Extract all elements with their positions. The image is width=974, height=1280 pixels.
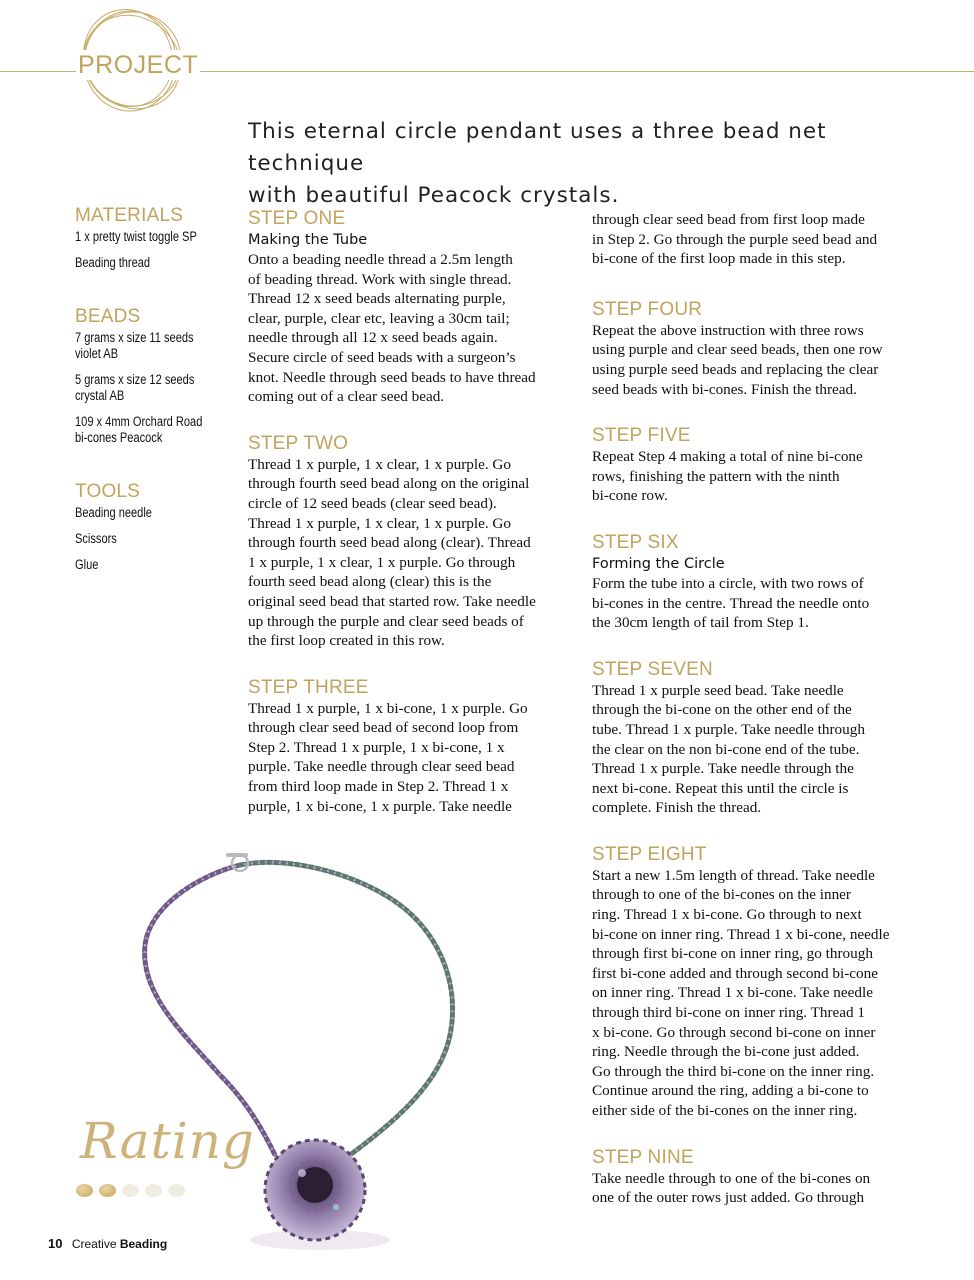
- step-heading: STEP NINE: [592, 1146, 694, 1168]
- beads-item: 5 grams x size 12 seeds crystal AB: [75, 372, 195, 403]
- step-heading: STEP EIGHT: [592, 843, 707, 865]
- instructions-column-right: [592, 210, 914, 1234]
- page-footer: [48, 1236, 167, 1251]
- step-eight: [592, 844, 914, 1121]
- page-number: 10: [48, 1236, 63, 1251]
- step-body: Thread 1 x purple, 1 x clear, 1 x purple. Go through fourth seed bead along on the original circle of 12 seed beads (clear seed bead). Thread 1 x purple, 1 x clear, 1 x purple. Go through fourth seed bead along (clear). Thread 1 x purple, 1 x clear, 1 x purple. Go through fourth seed bead along (clear) this is the original seed bead that started row. Take needle up through the purple and clear seed beads of the first loop created in this row.: [248, 455, 536, 650]
- publication-name-bold: Beading: [119, 1237, 168, 1251]
- step-body: Take needle through to one of the bi-cones on one of the outer rows just added. Go through: [592, 1169, 871, 1207]
- step-heading: STEP FIVE: [592, 425, 691, 447]
- step-heading: STEP FOUR: [592, 298, 703, 320]
- materials-sidebar: [75, 206, 235, 595]
- materials-heading: MATERIALS: [75, 205, 184, 226]
- materials-item: Beading thread: [75, 255, 151, 270]
- step-heading: STEP SIX: [592, 531, 679, 553]
- step-subheading: Forming the Circle: [592, 555, 725, 572]
- step-body: Form the tube into a circle, with two rows of bi-cones in the centre. Thread the needle onto the 30cm length of tail from Step 1.: [592, 574, 870, 632]
- beads-heading: BEADS: [75, 306, 141, 327]
- step-two: [248, 433, 570, 651]
- step-subheading: Making the Tube: [248, 232, 368, 248]
- tools-section: [75, 482, 235, 573]
- tools-item: Scissors: [75, 531, 117, 546]
- materials-section: [75, 206, 235, 271]
- step-seven: [592, 659, 914, 818]
- step-heading: STEP ONE: [248, 208, 346, 229]
- step-body: Thread 1 x purple seed bead. Take needle through the bi-cone on the other end of the tube. Thread 1 x purple. Take needle through the clear on the non bi-cone end of the tube. Thread 1 x purple. Take needle through the next bi-cone. Repeat this until the circle is complete. Finish the thread.: [592, 681, 865, 817]
- intro-line: with beautiful Peacock crystals.: [248, 183, 620, 208]
- rating-label: Rating: [80, 1112, 255, 1170]
- rating-dot: [122, 1184, 139, 1197]
- beads-section: [75, 307, 235, 446]
- rating-dot: [145, 1184, 162, 1197]
- step-three-continued: through clear seed bead from first loop made in Step 2. Go through the purple seed bead and bi-cone of the first loop made in this step.: [592, 211, 878, 268]
- step-body: Repeat Step 4 making a total of nine bi-cone rows, finishing the pattern with the ninth bi-cone row.: [592, 448, 863, 505]
- rating-dot: [76, 1184, 93, 1197]
- intro-line: This eternal circle pendant uses a three bead net technique: [248, 119, 827, 176]
- step-body: Start a new 1.5m length of thread. Take needle through to one of the bi-cones on the inner ring. Thread 1 x bi-cone. Go through to next bi-cone on inner ring. Thread 1 x bi-cone, needle through first bi-cone on inner ring, go through first bi-cone added and through second bi-cone on inner ring. Thread 1 x bi-cone. Take needle through third bi-cone on inner ring. Thread 1 x bi-cone. Go through second bi-cone on inner ring. Needle through the bi-cone just added. Go through the third bi-cone on the inner ring. Continue around the ring, adding a bi-cone to either side of the bi-cones on the inner ring.: [592, 866, 890, 1119]
- beads-item: 109 x 4mm Orchard Road bi-cones Peacock: [75, 414, 203, 445]
- step-heading: STEP TWO: [248, 432, 349, 454]
- step-heading: STEP SEVEN: [592, 658, 713, 680]
- step-six: [592, 532, 914, 633]
- intro-text: [248, 116, 908, 212]
- instructions-column-middle: [248, 208, 570, 842]
- necklace-photo: [90, 835, 580, 1265]
- rating-dots: [76, 1184, 185, 1197]
- step-one: [248, 208, 570, 407]
- step-five: [592, 425, 914, 506]
- rating-dot: [168, 1184, 185, 1197]
- step-body: Repeat the above instruction with three rows using purple and clear seed beads, then one row using purple seed beads and replacing the clear seed beads with bi-cones. Finish the thread.: [592, 321, 883, 398]
- tools-item: Beading needle: [75, 505, 152, 520]
- rating-dot: [99, 1184, 116, 1197]
- tools-item: Glue: [75, 557, 99, 572]
- tools-heading: TOOLS: [75, 481, 141, 502]
- step-body: Onto a beading needle thread a 2.5m length of beading thread. Work with single thread. Thread 12 x seed beads alternating purple, clear, purple, clear etc, leaving a 30cm tail; needle through all 12 x seed beads again. Secure circle of seed beads with a surgeon’s knot. Needle through seed beads to have thread coming out of a clear seed bead.: [248, 251, 536, 406]
- beads-item: 7 grams x size 11 seeds violet AB: [75, 330, 194, 361]
- step-heading: STEP THREE: [248, 676, 369, 698]
- publication-name: Creative: [71, 1237, 117, 1251]
- step-nine: [592, 1147, 914, 1208]
- step-three: [248, 677, 570, 817]
- materials-item: 1 x pretty twist toggle SP: [75, 229, 197, 244]
- step-body: Thread 1 x purple, 1 x bi-cone, 1 x purple. Go through clear seed bead of second loop from Step 2. Thread 1 x purple, 1 x bi-cone, 1 x purple. Take needle through clear seed bead from third loop made in Step 2. Thread 1 x purple, 1 x bi-cone, 1 x purple. Take needle: [248, 699, 528, 815]
- section-label: PROJECT: [78, 51, 199, 79]
- step-four: [592, 299, 914, 399]
